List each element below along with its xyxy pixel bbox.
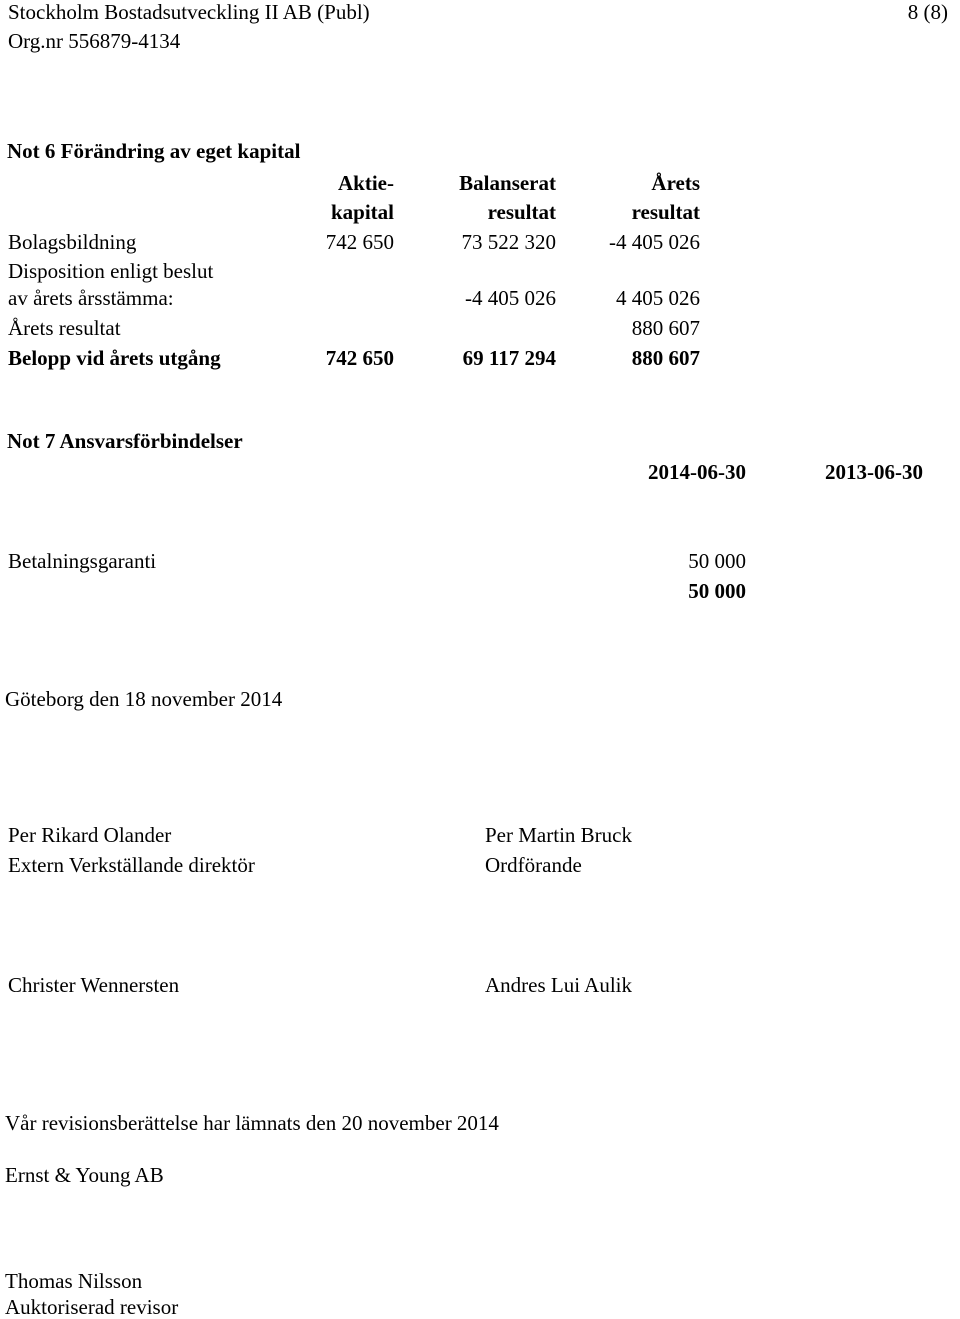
note7-title: Not 7 Ansvarsförbindelser (7, 429, 243, 453)
row-value-arets: 880 607 (631, 316, 700, 340)
row-value-balanserat: 73 522 320 (461, 230, 556, 254)
org-number: Org.nr 556879-4134 (8, 29, 181, 53)
signatory-name: Christer Wennersten (8, 973, 180, 997)
note7-col-2014: 2014-06-30 (648, 460, 746, 484)
place-date: Göteborg den 18 november 2014 (5, 687, 283, 711)
row-label-cont: av årets årsstämma: (8, 286, 174, 310)
audit-firm: Ernst & Young AB (5, 1163, 164, 1187)
auditor-name: Thomas Nilsson (5, 1269, 143, 1293)
note6-title: Not 6 Förändring av eget kapital (7, 139, 301, 163)
row-label: Årets resultat (8, 316, 121, 340)
row-value-aktiekapital: 742 650 (325, 346, 394, 370)
auditor-title: Auktoriserad revisor (5, 1295, 179, 1319)
signatory-name: Per Martin Bruck (485, 823, 632, 847)
signatory-name: Per Rikard Olander (8, 823, 172, 847)
col-header-balanserat-1: Balanserat (459, 171, 556, 195)
row-label: Disposition enligt beslut (8, 259, 214, 283)
col-header-arets-1: Årets (651, 171, 700, 195)
row-value-balanserat: -4 405 026 (465, 286, 556, 310)
col-header-arets-2: resultat (631, 200, 700, 224)
signatory-name: Andres Lui Aulik (485, 973, 632, 997)
row-value-arets: -4 405 026 (609, 230, 700, 254)
row-label: Betalningsgaranti (8, 549, 157, 573)
note7-col-2013: 2013-06-30 (825, 460, 923, 484)
col-header-aktiekapital-1: Aktie- (338, 171, 394, 195)
audit-statement: Vår revisionsberättelse har lämnats den 20 november 2014 (5, 1111, 499, 1135)
row-label: Belopp vid årets utgång (8, 346, 221, 370)
row-label: Bolagsbildning (8, 230, 137, 254)
page-number: 8 (8) (907, 0, 948, 24)
row-value-arets: 880 607 (631, 346, 700, 370)
row-value-2014: 50 000 (688, 549, 746, 573)
company-name: Stockholm Bostadsutveckling II AB (Publ) (8, 0, 370, 24)
col-header-balanserat-2: resultat (487, 200, 556, 224)
col-header-aktiekapital-2: kapital (330, 200, 394, 224)
row-value-balanserat: 69 117 294 (462, 346, 556, 370)
note7-total: 50 000 (688, 579, 746, 603)
signatory-title: Extern Verkställande direktör (8, 853, 255, 877)
row-value-arets: 4 405 026 (616, 286, 700, 310)
row-value-aktiekapital: 742 650 (325, 230, 394, 254)
signatory-title: Ordförande (485, 853, 582, 877)
